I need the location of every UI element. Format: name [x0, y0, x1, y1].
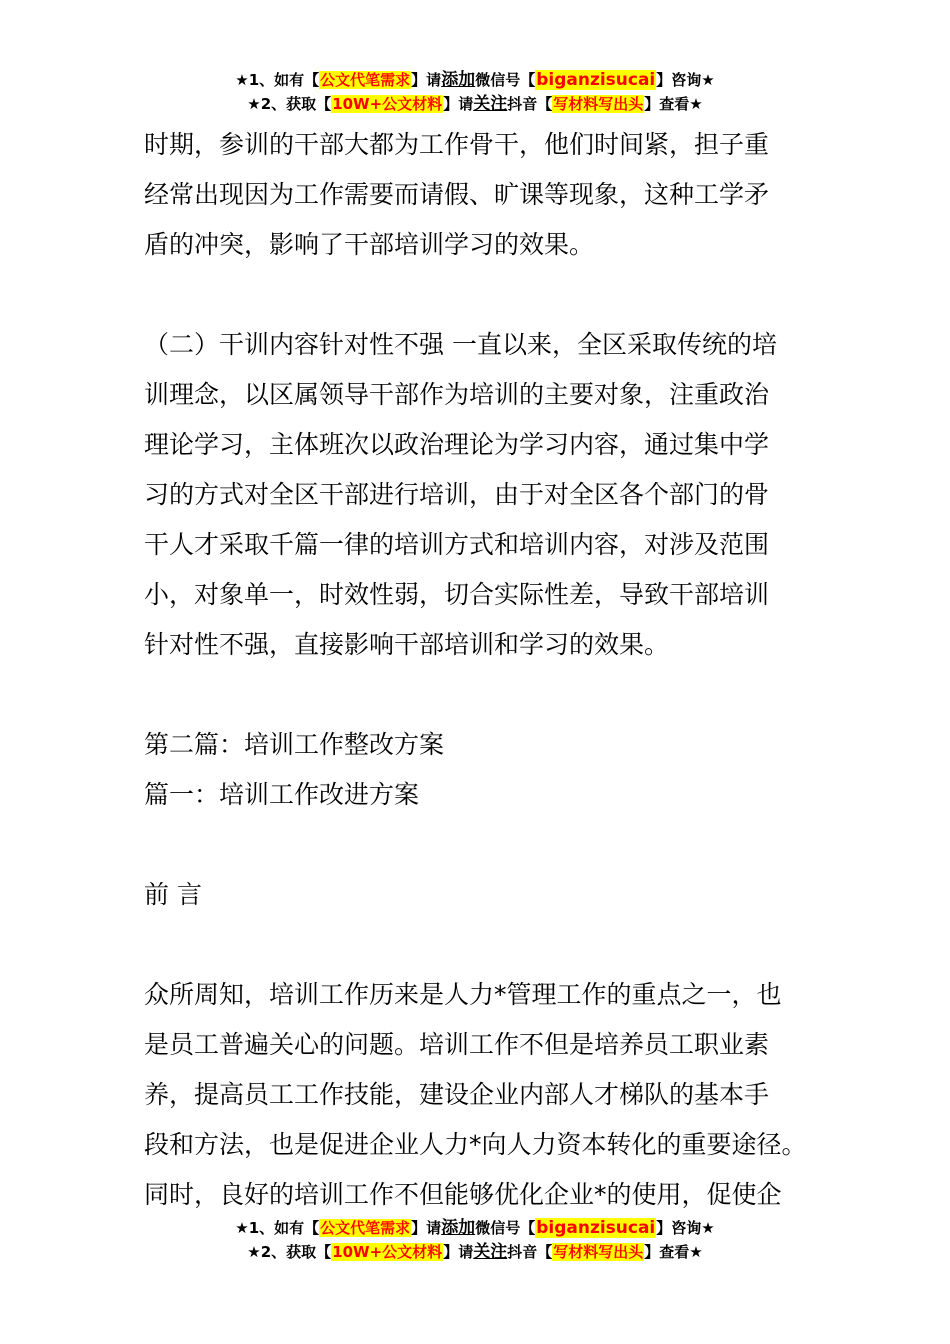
document-body — [144, 120, 824, 1220]
para2-line: 针对性不强，直接影响干部培训和学习的效果。 — [144, 630, 670, 659]
banner-line-1 — [0, 1216, 950, 1240]
para3-line: 是员工普遍关心的问题。培训工作不但是培养员工职业素 — [144, 1030, 770, 1059]
banner-line-1 — [0, 68, 950, 92]
banner-highlight: 10W+公文材料 — [332, 1243, 443, 1261]
para2-line: 习的方式对全区干部进行培训，由于对全区各个部门的骨 — [144, 480, 770, 509]
banner-underline: 关注 — [473, 94, 508, 114]
banner-text: ★2、获取【 — [247, 95, 332, 113]
banner-highlight: 公文代笔需求 — [320, 1219, 411, 1237]
para1-line: 时期，参训的干部大都为工作骨干，他们时间紧，担子重 — [144, 130, 770, 159]
banner-text: 微信号【 — [475, 1219, 536, 1237]
banner-text: 】请 — [411, 1219, 442, 1237]
banner-highlight: 公文代笔需求 — [320, 71, 411, 89]
section-heading: 第二篇：培训工作整改方案 — [144, 730, 445, 759]
banner-text: ★2、获取【 — [247, 1243, 332, 1261]
banner-text: 】查看★ — [644, 95, 703, 113]
banner-text: 】请 — [443, 1243, 474, 1261]
para3-line: 段和方法，也是促进企业人力*向人力资本转化的重要途径。 — [144, 1130, 807, 1159]
preface-title: 前 言 — [144, 880, 202, 909]
banner-text: 】请 — [443, 95, 474, 113]
para3-line: 众所周知，培训工作历来是人力*管理工作的重点之一，也 — [144, 980, 782, 1009]
para1-line: 经常出现因为工作需要而请假、旷课等现象，这种工学矛 — [144, 180, 770, 209]
banner-text: 抖音【 — [507, 95, 553, 113]
header-banner — [0, 68, 950, 116]
banner-text: 】请 — [411, 71, 442, 89]
banner-text: ★1、如有【 — [235, 1219, 320, 1237]
banner-text: 】咨询★ — [656, 1219, 715, 1237]
banner-highlight: 写材料写出头 — [553, 1243, 644, 1261]
banner-text: 微信号【 — [475, 71, 536, 89]
banner-text: ★1、如有【 — [235, 71, 320, 89]
banner-highlight: 10W+公文材料 — [332, 95, 443, 113]
para3-line: 同时，良好的培训工作不但能够优化企业*的使用，促使企 — [144, 1180, 782, 1209]
para2-line: 理论学习，主体班次以政治理论为学习内容，通过集中学 — [144, 430, 770, 459]
para2-line: 小，对象单一，时效性弱，切合实际性差，导致干部培训 — [144, 580, 770, 609]
para2-line: 训理念，以区属领导干部作为培训的主要对象，注重政治 — [144, 380, 770, 409]
banner-wechat-id: biganzisucai — [536, 70, 656, 90]
para3-line: 养，提高员工工作技能，建设企业内部人才梯队的基本手 — [144, 1080, 770, 1109]
footer-banner — [0, 1216, 950, 1264]
para1-line: 盾的冲突，影响了干部培训学习的效果。 — [144, 230, 595, 259]
banner-wechat-id: biganzisucai — [536, 1218, 656, 1238]
section-subheading: 篇一：培训工作改进方案 — [144, 780, 420, 809]
banner-underline: 添加 — [441, 70, 476, 90]
banner-text: 】咨询★ — [656, 71, 715, 89]
para2-line: （二）干训内容针对性不强 一直以来，全区采取传统的培 — [144, 330, 777, 359]
banner-line-2 — [0, 92, 950, 116]
banner-text: 抖音【 — [507, 1243, 553, 1261]
para2-line: 干人才采取千篇一律的培训方式和培训内容，对涉及范围 — [144, 530, 770, 559]
banner-underline: 添加 — [441, 1218, 476, 1238]
banner-highlight: 写材料写出头 — [553, 95, 644, 113]
banner-underline: 关注 — [473, 1242, 508, 1262]
banner-text: 】查看★ — [644, 1243, 703, 1261]
banner-line-2 — [0, 1240, 950, 1264]
